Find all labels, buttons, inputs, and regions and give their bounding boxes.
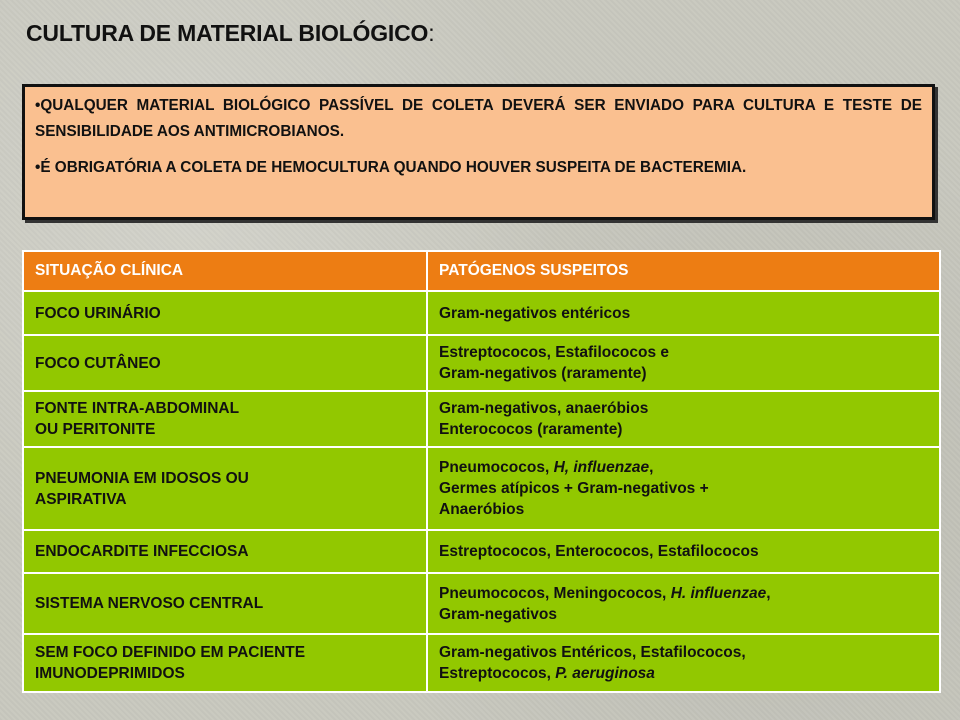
header-situacao: SITUAÇÃO CLÍNICA [23,251,427,291]
title-text: CULTURA DE MATERIAL BIOLÓGICO [26,20,429,46]
table-row [23,291,940,335]
cell-line: Estreptococos, Estafilococos e [439,344,669,361]
cell-line: SEM FOCO DEFINIDO EM PACIENTE [35,644,306,661]
info-bullet-2: •É OBRIGATÓRIA A COLETA DE HEMOCULTURA QUANDO HOUVER SUSPEITA DE BACTEREMIA. [35,159,747,176]
table-row [23,447,940,530]
cell-patogenos [427,634,940,692]
header-patogenos: PATÓGENOS SUSPEITOS [427,251,940,291]
table-row [23,573,940,634]
cell-line: PNEUMONIA EM IDOSOS OU [35,469,249,487]
cell-situacao [23,291,427,335]
cell-patogenos [427,335,940,391]
cell-situacao [23,447,427,530]
info-bullet-1: •QUALQUER MATERIAL BIOLÓGICO PASSÍVEL DE COLETA DEVERÁ SER ENVIADO PARA CULTURA E TESTE DE SENSIBILIDADE AOS ANTIMICROBIANOS. [35,97,922,140]
cell-patogenos [427,391,940,447]
cell-line: OU PERITONITE [35,421,156,438]
cell-patogenos [427,573,940,634]
species-name: P. aeruginosa [555,665,655,682]
cell-line: ASPIRATIVA [35,490,127,508]
table-header-row [23,251,940,291]
cell-line: Estreptococos, P. aeruginosa [439,665,655,682]
cell-line: IMUNODEPRIMIDOS [35,665,185,682]
info-box [22,84,935,220]
page-title [26,20,434,47]
species-name: H, influenzae [553,459,650,476]
cell-line: ENDOCARDITE INFECCIOSA [35,543,249,560]
cell-line: Gram-negativos Entéricos, Estafilococos, [439,644,746,661]
cell-line: Gram-negativos entéricos [439,304,631,322]
cell-line: SISTEMA NERVOSO CENTRAL [35,595,264,612]
table-row [23,634,940,692]
cell-situacao [23,634,427,692]
cell-situacao [23,391,427,447]
table-row [23,335,940,391]
title-colon: : [428,20,435,46]
cell-situacao [23,573,427,634]
cell-line: FONTE INTRA-ABDOMINAL [35,400,240,417]
cell-line: Germes atípicos + Gram-negativos + [439,480,709,497]
cell-patogenos [427,447,940,530]
cell-patogenos [427,291,940,335]
cell-situacao [23,530,427,573]
table-row [23,530,940,573]
cell-line: Gram-negativos, anaeróbios [439,400,649,417]
cell-line: Gram-negativos (raramente) [439,365,647,382]
cell-line: Anaeróbios [439,501,525,518]
cell-situacao [23,335,427,391]
cell-line: Gram-negativos [439,605,558,623]
cell-line: Pneumococos, H, influenzae, [439,459,654,476]
cell-line: Estreptococos, Enterococos, Estafilococos [439,543,759,560]
cell-line: FOCO URINÁRIO [35,304,161,322]
table-row [23,391,940,447]
species-name: H. influenzae [670,584,767,602]
cell-line: FOCO CUTÂNEO [35,354,161,372]
cell-patogenos [427,530,940,573]
pathogen-table [22,250,941,693]
cell-line: Enterococos (raramente) [439,421,623,438]
cell-line: Pneumococos, Meningococos, H. influenzae, [439,584,771,602]
